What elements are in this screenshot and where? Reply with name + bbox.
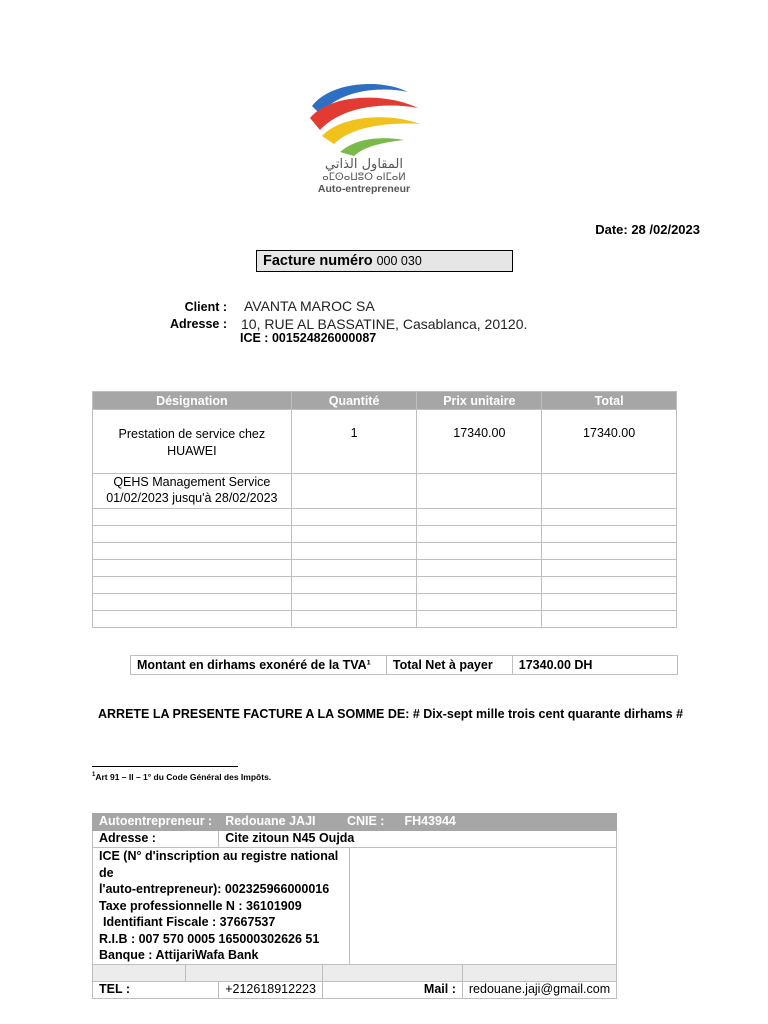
info-address-label: Adresse :: [93, 831, 219, 848]
amount-in-words: ARRETE LA PRESENTE FACTURE A LA SOMME DE: # Dix-sept mille trois cent quarante dirhams #: [98, 707, 684, 721]
footnote-text: Art 91 – II – 1° du Code Général des Impôts.: [95, 772, 272, 782]
header-total: Total: [542, 392, 677, 410]
ice-line-2: l'auto-entrepreneur): 002325966000016: [99, 882, 330, 896]
invoice-number-box: [256, 250, 513, 272]
footnote-divider: [92, 766, 238, 767]
header-designation: Désignation: [93, 392, 292, 410]
table-row: [93, 594, 677, 611]
table-row: [93, 474, 677, 509]
items-table: [92, 391, 677, 628]
cell-designation: QEHS Management Service 01/02/2023 jusqu'à 28/02/2023: [93, 474, 292, 509]
ice-line-1: ICE (N° d'inscription au registre national de: [99, 849, 339, 880]
logo-tifinagh-text: ⴰⵎⵙⴰⵡⵓⵔ ⴰⵏⵎⴰⵍ: [322, 172, 406, 183]
taxe-professionnelle: Taxe professionnelle N : 36101909: [99, 898, 302, 913]
table-row: [93, 526, 677, 543]
header-unit-price: Prix unitaire: [417, 392, 542, 410]
info-details: [93, 848, 350, 965]
table-row: [93, 577, 677, 594]
cell-empty: [291, 474, 417, 509]
logo-arabic-text: المقاول الذاتي: [325, 157, 403, 172]
header-quantity: Quantité: [291, 392, 417, 410]
invoice-number-label: Facture numéro: [263, 253, 373, 269]
info-details-row: [93, 848, 617, 965]
cell-empty: [542, 474, 677, 509]
table-row: [93, 543, 677, 560]
cell-total: 17340.00: [542, 410, 677, 474]
cell-empty: [417, 474, 542, 509]
banque: Banque : AttijariWafa Bank: [99, 948, 259, 962]
items-header-row: [93, 392, 677, 410]
totals-row: [131, 656, 678, 675]
footnote-mark: 1: [92, 772, 96, 779]
info-contact-row: [93, 981, 617, 998]
table-row: [93, 611, 677, 628]
cell-designation: Prestation de service chez HUAWEI: [93, 410, 292, 474]
auto-value: Redouane JAJI: [219, 814, 323, 831]
client-ice: ICE : 001524826000087: [240, 331, 377, 345]
invoice-number-value: 000 030: [376, 254, 422, 268]
cell-quantity: 1: [291, 410, 417, 474]
identifiant-fiscal: Identifiant Fiscale : 37667537: [103, 915, 276, 929]
rib: R.I.B : 007 570 0005 165000302626 51: [99, 931, 320, 946]
totals-exempt-label: Montant en dirhams exonéré de la TVA¹: [131, 656, 387, 675]
mail-value: redouane.jaji@gmail.com: [462, 981, 616, 998]
client-value: AVANTA MAROC SA: [244, 298, 375, 314]
logo-french-text: Auto-entrepreneur: [317, 183, 411, 195]
auto-entrepreneur-info-table: [92, 813, 617, 999]
info-address-value: Cite zitoun N45 Oujda: [219, 831, 617, 848]
mail-label: Mail :: [322, 981, 462, 998]
tel-label: TEL :: [93, 981, 219, 998]
totals-table: [130, 655, 678, 675]
totals-net-value: 17340.00 DH: [512, 656, 677, 675]
info-empty-row: [93, 964, 617, 981]
cell-unit-price: 17340.00: [417, 410, 542, 474]
table-row: [93, 509, 677, 526]
invoice-date: Date: 28 /02/2023: [595, 222, 700, 237]
info-header-row: [93, 814, 617, 831]
table-row: [93, 410, 677, 474]
cnie-value: FH43944: [404, 814, 456, 828]
auto-label: Autoentrepreneur :: [93, 814, 219, 831]
info-address-row: [93, 831, 617, 848]
table-row: [93, 560, 677, 577]
footnote: [92, 772, 271, 782]
address-value: 10, RUE AL BASSATINE, Casablanca, 20120.: [241, 316, 528, 332]
address-label: Adresse :: [170, 317, 227, 331]
cnie-label: CNIE :: [346, 814, 385, 828]
tel-value: +212618912223: [219, 981, 323, 998]
totals-net-label: Total Net à payer: [386, 656, 512, 675]
client-label: Client :: [184, 300, 227, 314]
